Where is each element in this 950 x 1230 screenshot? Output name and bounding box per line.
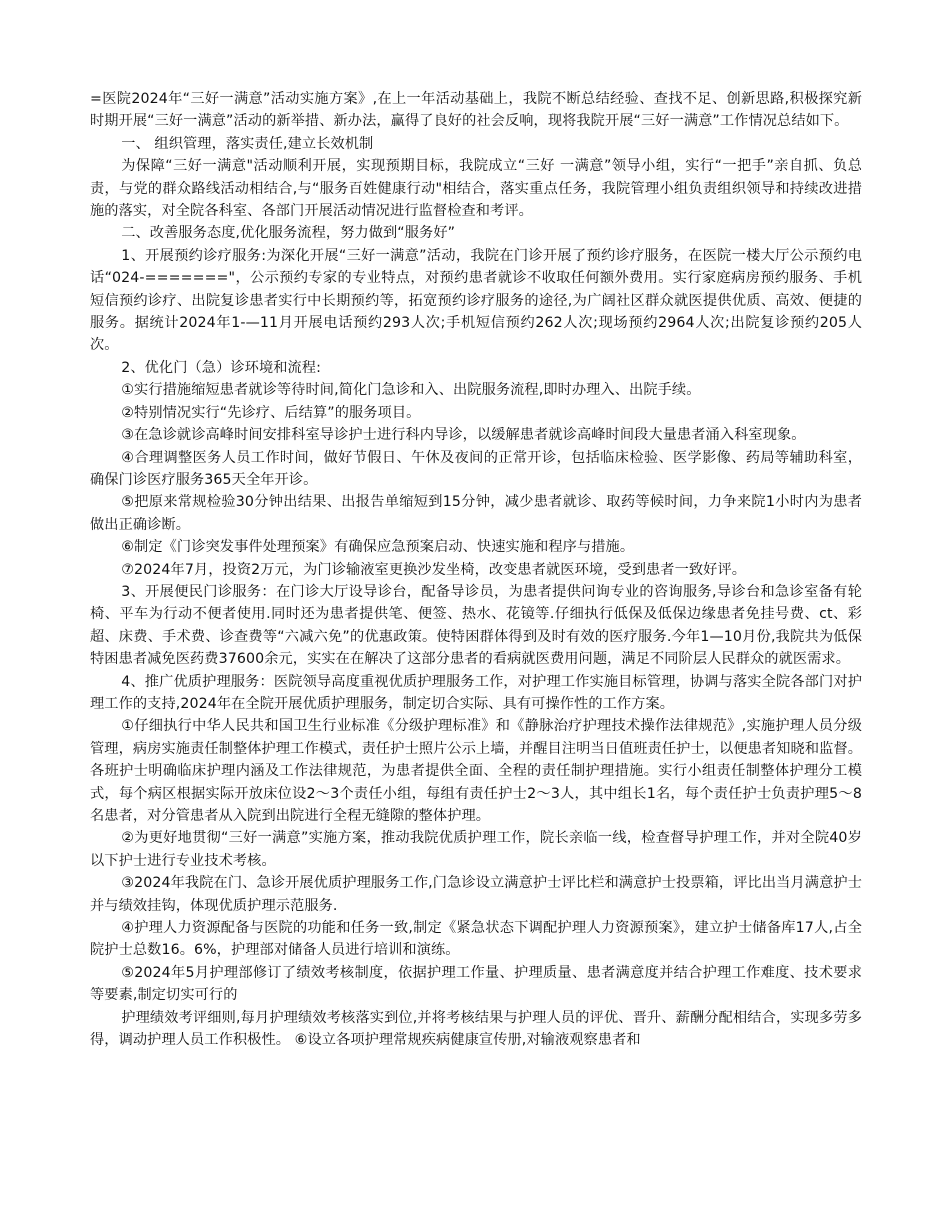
section-heading-1: 一、 组织管理，落实责任,建立长效机制 bbox=[121, 135, 374, 152]
list-item: ③2024年我院在门、急诊开展优质护理服务工作,门急诊设立满意护士评比栏和满意护士投票箱，评比出当月满意护士并与绩效挂钩，体现优质护理示范服务. bbox=[90, 875, 862, 914]
body-paragraph: 护理绩效考评细则,每月护理绩效考核落实到位,并将考核结果与护理人员的评优、晋升、薪酬分配相结合，实现多劳多得，调动护理人员工作积极性。 ⑥设立各项护理常规疾病健康宣传册,对输液观察患者和 bbox=[90, 1009, 862, 1049]
list-item: ①实行措施缩短患者就诊等待时间,简化门急诊和入、出院服务流程,即时办理入、出院手续。 bbox=[121, 382, 701, 399]
list-item: ③在急诊就诊高峰时间安排科室导诊护士进行科内导诊，以缓解患者就诊高峰时间段大量患者涌入科室现象。 bbox=[121, 427, 806, 444]
document-page bbox=[90, 88, 862, 1051]
list-item: ①仔细执行中华人民共和国卫生行业标准《分级护理标准》和《静脉治疗护理技术操作法律规范》,实施护理人员分级管理，病房实施责任制整体护理工作模式，责任护士照片公示上墙，并醒目注明当日值班责任护士，以便患者知晓和监督。各班护士明确临床护理内涵及工作法律规范，为患者提供全面、全程的责任制护理措施。实行小组责任制整体护理分工模式，每个病区根据实际开放床位设2～3个责任小组，每组有责任护士2～3人，其中组长1名，每个责任护士负责护理5～8名患者，对分管患者从入院到出院进行全程无缝隙的整体护理。 bbox=[90, 718, 862, 824]
list-item: ②特别情况实行“先诊疗、后结算”的服务项目。 bbox=[121, 404, 421, 421]
list-item: ④护理人力资源配备与医院的功能和任务一致,制定《紧急状态下调配护理人力资源预案》，建立护士储备库17人,占全院护士总数16。6%，护理部对储备人员进行培训和演练。 bbox=[90, 920, 862, 959]
list-item: ⑥制定《门诊突发事件处理预案》有确保应急预案启动、快速实施和程序与措施。 bbox=[121, 539, 635, 556]
body-paragraph: 1、开展预约诊疗服务:为深化开展“三好一满意”活动，我院在门诊开展了预约诊疗服务，在医院一楼大厅公示预约电话“024-======="，公示预约专家的专业特点，对预约患者就诊不收取任何额外费用。实行家庭病房预约服务、手机短信预约诊疗、出院复诊患者实行中长期预约等，拓宽预约诊疗服务的途径,为广阔社区群众就医提供优质、高效、便捷的服务。据统计2024年1-—11月开展电话预约293人次;手机短信预约262人次;现场预约2964人次;出院复诊预约205人次。 bbox=[90, 247, 862, 354]
list-item: ②为更好地贯彻“三好一满意”实施方案，推动我院优质护理工作，院长亲临一线，检查督导护理工作，并对全院40岁以下护士进行专业技术考核。 bbox=[90, 830, 862, 869]
body-paragraph: 3、开展便民门诊服务：在门诊大厅设导诊台，配备导诊员，为患者提供问询专业的咨询服务,导诊台和急诊室备有轮椅、平车为行动不便者使用.同时还为患者提供笔、便签、热水、花镜等.仔细执行低保及低保边缘患者免挂号费、ct、彩超、床费、手术费、诊查费等“六减六免”的优惠政策。使特困群体得到及时有效的医疗服务.今年1—10月份,我院共为低保特困患者减免医药费37600余元，实实在在解决了这部分患者的看病就医费用问题，满足不同阶层人民群众的就医需求。 bbox=[90, 583, 862, 668]
body-paragraph: 4、推广优质护理服务：医院领导高度重视优质护理服务工作，对护理工作实施目标管理，协调与落实全院各部门对护理工作的支持,2024年在全院开展优质护理服务，制定切合实际、具有可操作性的工作方案。 bbox=[90, 673, 862, 712]
section-heading-2: 二、改善服务态度,优化服务流程，努力做到“服务好” bbox=[121, 225, 456, 242]
subsection-heading: 2、优化门（急）诊环境和流程: bbox=[121, 359, 321, 376]
list-item: ⑤把原来常规检验30分钟出结果、出报告单缩短到15分钟，减少患者就诊、取药等候时间，力争来院1小时内为患者做出正确诊断。 bbox=[90, 494, 862, 533]
intro-paragraph: =医院2024年“三好一满意”活动实施方案》,在上一年活动基础上，我院不断总结经验、查找不足、创新思路,积极探究新时期开展“三好一满意”活动的新举措、新办法，赢得了良好的社会反响，现将我院开展“三好一满意”工作情况总结如下。 bbox=[90, 91, 862, 130]
body-paragraph: 为保障“三好一满意"活动顺利开展，实现预期目标，我院成立“三好 一满意”领导小组，实行“一把手”亲自抓、负总责，与党的群众路线活动相结合,与“服务百姓健康行动"相结合，落实重点任务，我院管理小组负责组织领导和持续改进措施的落实，对全院各科室、各部门开展活动情况进行监督检查和考评。 bbox=[90, 158, 862, 220]
list-item: ⑦2024年7月，投资2万元，为门诊输液室更换沙发坐椅，改变患者就医环境，受到患者一致好评。 bbox=[121, 561, 747, 578]
list-item: ⑤2024年5月护理部修订了绩效考核制度，依据护理工作量、护理质量、患者满意度并结合护理工作难度、技术要求等要素,制定切实可行的 bbox=[90, 964, 862, 1004]
list-item: ④合理调整医务人员工作时间，做好节假日、午休及夜间的正常开诊，包括临床检验、医学影像、药局等辅助科室，确保门诊医疗服务365天全年开诊。 bbox=[90, 449, 862, 488]
